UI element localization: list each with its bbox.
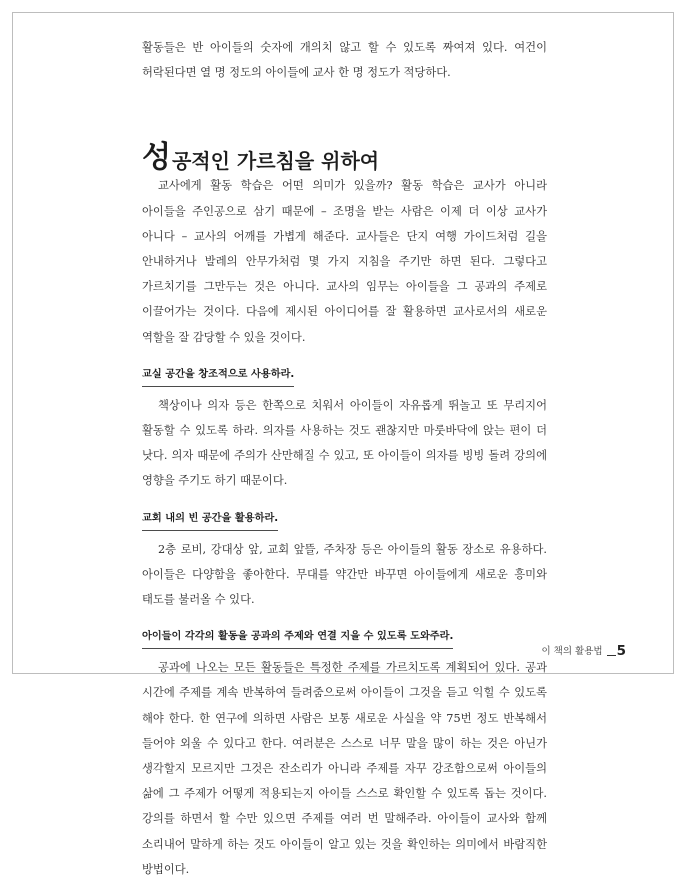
section-heading-rest: 공적인 가르침을 위하여 — [171, 149, 380, 174]
tip-paragraph: 2층 로비, 강대상 앞, 교회 앞뜰, 주차장 등은 아이들의 활동 장소로 유용하다. 아이들은 다양함을 좋아한다. 무대를 약간만 바꾸면 아이들에게 새로운 흥미와 태도를 불러올 수 있다. — [142, 542, 547, 607]
page-footer — [466, 638, 626, 658]
page-number: 5 — [616, 643, 626, 659]
footer-dash — [607, 655, 616, 656]
tip-heading-text: 교회 내의 빈 공간을 활용하라. — [142, 509, 278, 531]
tip-heading-text: 교실 공간을 창조적으로 사용하라. — [142, 365, 294, 387]
section-intro-paragraph: 교사에게 활동 학습은 어떤 의미가 있을까? 활동 학습은 교사가 아니라 아이들을 주인공으로 삼기 때문에 – 조명을 받는 사람은 이제 더 이상 교사가 아니다 – 교사의 어깨를 가볍게 해준다. 교사들은 단지 여행 가이드처럼 길을 안내하거나 발레의 안무가처럼 몇 가지 지침을 주기만 하면 된다. 그렇다고 가르치기를 그만두는 것은 아니다. 교사의 임무는 아이들을 그 공과의 주제로 이끌어가는 것이다. 다음에 제시된 아이디어를 잘 활용하면 교사로서의 새로운 역할을 잘 감당할 수 있을 것이다. — [142, 179, 547, 344]
intro-paragraph: 활동들은 반 아이들의 숫자에 개의치 않고 할 수 있도록 짜여져 있다. 여건이 허락된다면 열 명 정도의 아이들에 교사 한 명 정도가 적당하다. — [142, 41, 547, 80]
section-heading-initial: 성 — [142, 140, 171, 176]
running-footer-title: 이 책의 활용법 — [541, 646, 603, 657]
tip-heading — [142, 365, 547, 387]
tip-paragraph: 책상이나 의자 등은 한쪽으로 치워서 아이들이 자유롭게 뛰놀고 또 무리지어 활동할 수 있도록 하라. 의자를 사용하는 것도 괜찮지만 마룻바닥에 앉는 편이 더 낫다. 의자 때문에 주의가 산만해질 수 있고, 또 아이들이 의자를 빙빙 돌려 강의에 영향을 주기도 하기 때문이다. — [142, 398, 547, 488]
tip-heading — [142, 509, 547, 531]
tip-paragraph: 공과에 나오는 모든 활동들은 특정한 주제를 가르치도록 계획되어 있다. 공과 시간에 주제를 계속 반복하여 들려줌으로써 아이들이 그것을 듣고 익힐 수 있도록 해야 한다. 한 연구에 의하면 사람은 보통 새로운 사실을 약 75번 정도 반복해서 들어야 외울 수 있다고 한다. 여러분은 스스로 너무 말을 많이 하는 것은 아닌가 생각할지 모르지만 그것은 잔소리가 아니라 주제를 자꾸 강조함으로써 아이들의 삶에 그 주제가 어떻게 적용되는지 아이들 스스로 확인할 수 있도록 돕는 것이다. 강의를 하면서 할 수만 있으면 주제를 여러 번 말해주라. 아이들이 교사와 함께 소리내어 말하게 하는 것도 아이들이 알고 있는 것을 확인하는 의미에서 바람직한 방법이다. — [142, 661, 547, 876]
section-heading — [142, 137, 547, 176]
tip-heading-text: 아이들이 각각의 활동을 공과의 주제와 연결 지을 수 있도록 도와주라. — [142, 627, 453, 649]
page-content — [142, 35, 547, 882]
